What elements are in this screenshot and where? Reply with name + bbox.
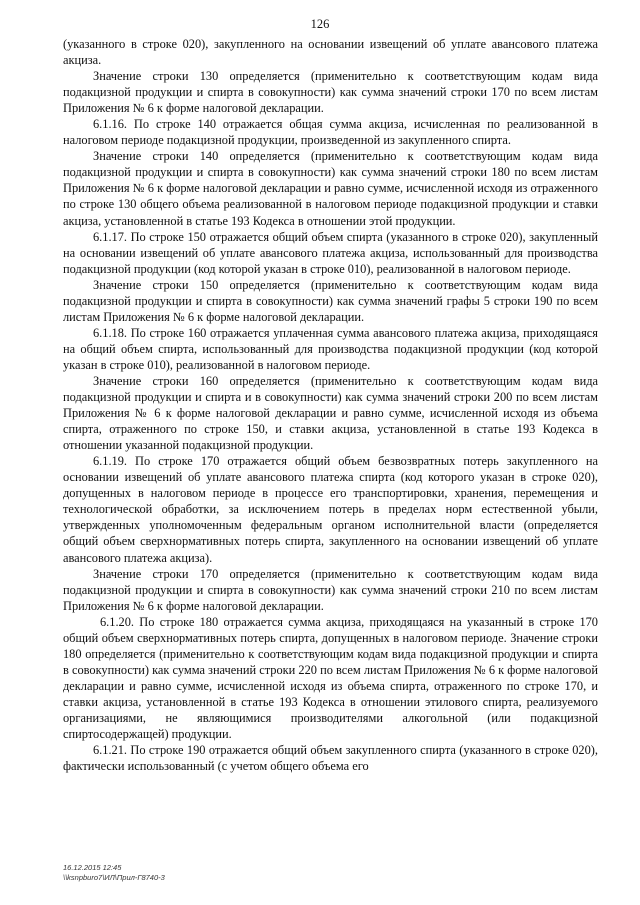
document-footer	[63, 863, 165, 883]
paragraph: 6.1.16. По строке 140 отражается общая сумма акциза, исчисленная по реализованной в налоговом периоде подакцизной продукции, произведенной из закупленного спирта.	[63, 117, 598, 148]
document-body	[63, 36, 598, 774]
paragraph: 6.1.19. По строке 170 отражается общий объем безвозвратных потерь закупленного на основании извещений об уплате авансового платежа спирта (код которого указан в строке 020), допущенных в налоговом периоде в процессе его транспортировки, хранения, перемещения и технологической обработки, за исключением потерь в пределах норм естественной убыли, утвержденных уполномоченным федеральным органом исполнительной власти (определяется общий объем сверхнормативных потерь спирта, закупленного на основании извещений об уплате авансового платежа акциза).	[63, 454, 598, 565]
paragraph: Значение строки 170 определяется (применительно к соответствующим кодам вида подакцизной продукции и спирта в совокупности) как сумма значений строки 210 по всем листам Приложения № 6 к форме налоговой декларации.	[63, 566, 598, 613]
paragraph: Значение строки 150 определяется (применительно к соответствующим кодам вида подакцизной продукции и спирта в совокупности) как сумма значений графы 5 строки 190 по всем листам Приложения № 6 к форме налоговой декларации.	[63, 277, 598, 324]
paragraph: 6.1.18. По строке 160 отражается уплаченная сумма авансового платежа акциза, приходящаяся на общий объем спирта, использованный для производства подакцизной продукции (код которой указан в строке 010), реализованной в налоговом периоде.	[63, 325, 598, 372]
paragraph: 6.1.20. По строке 180 отражается сумма акциза, приходящаяся на указанный в строке 170 общий объем сверхнормативных потерь спирта, допущенных в налоговом периоде. Значение строки 180 определяется (применительно к соответствующим кодам вида подакцизной продукции и спирта в совокупности) как сумма значений строки 220 по всем листам Приложения № 6 к форме налоговой декларации и равно сумме, исчисленной исходя из объема спирта, отраженного по строке 170, и ставки акциза, установленной в статье 193 Кодекса в отношении этилового спирта, реализуемого организациями, не являющимися производителями алкогольной (или подакцизной спиртосодержащей) продукции.	[63, 614, 598, 742]
page-number: 126	[310, 17, 330, 31]
paragraph: Значение строки 160 определяется (применительно к соответствующим кодам вида подакцизной продукции и спирта и в совокупности) как сумма значений строки 200 по всем листам Приложения № 6 к форме налоговой декларации и равно сумме, исчисленной исходя из объема спирта, отраженного по строке 150, и ставки акциза, установленной в статье 193 Кодекса в отношении указанной подакцизной продукции.	[63, 373, 598, 453]
paragraph: 6.1.21. По строке 190 отражается общий объем закупленного спирта (указанного в строке 020), фактически использованный (с учетом общего объема его	[63, 743, 598, 774]
paragraph: Значение строки 140 определяется (применительно к соответствующим кодам вида подакцизной продукции и спирта в совокупности) как сумма значений строки 180 по всем листам Приложения № 6 к форме налоговой декларации и равно сумме, исчисленной исходя из отраженного по строке 130 общего объема реализованной в налоговом периоде подакцизной продукции и ставки акциза, установленной в статье 193 Кодекса в отношении этой продукции.	[63, 149, 598, 228]
paragraph: 6.1.17. По строке 150 отражается общий объем спирта (указанного в строке 020), закупленный на основании извещений об уплате авансового платежа акциза, использованный для производства подакцизной продукции (код которой указан в строке 010), реализованной в налоговом периоде.	[63, 229, 598, 276]
paragraph: (указанного в строке 020), закупленного на основании извещений об уплате авансового платежа акциза.	[63, 37, 598, 68]
footer-file-path: \\ksnpburo7\ИЛ\Прил-Г8740-3	[63, 873, 165, 882]
paragraph: Значение строки 130 определяется (применительно к соответствующим кодам вида подакцизной продукции и спирта в совокупности) как сумма значений строки 170 по всем листам Приложения № 6 к форме налоговой декларации.	[63, 69, 598, 116]
footer-date: 16.12.2015 12:45	[63, 863, 122, 872]
